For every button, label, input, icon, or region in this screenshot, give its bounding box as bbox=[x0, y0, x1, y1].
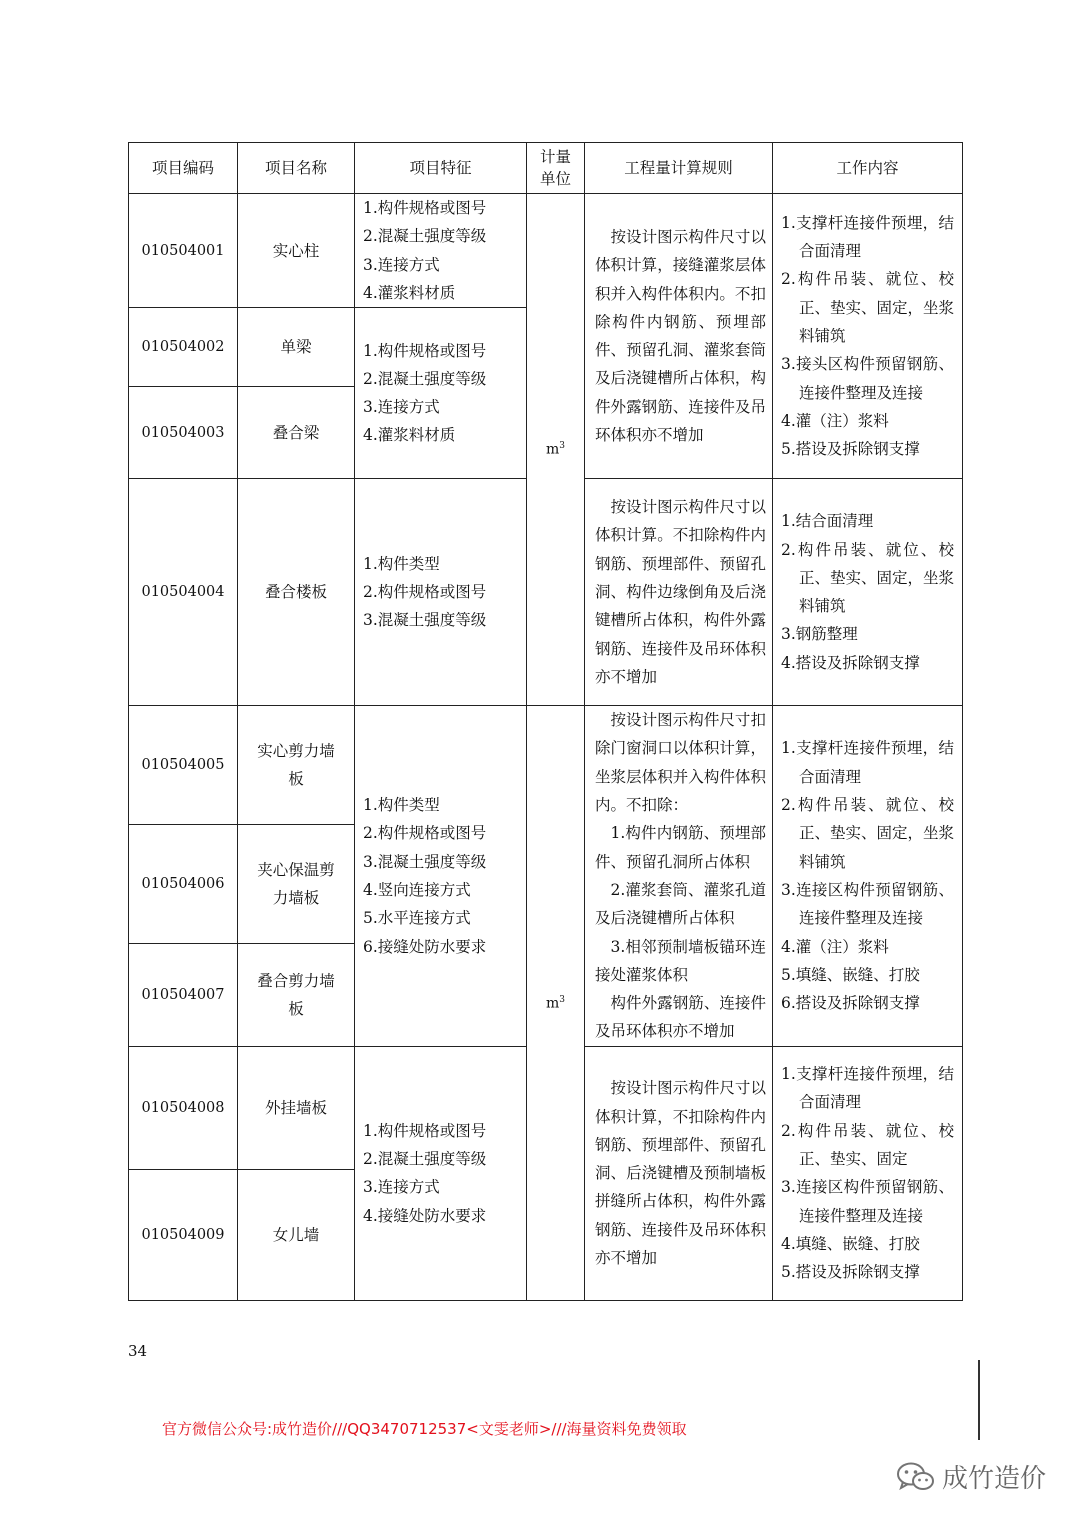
item-name: 叠合剪力墙板 bbox=[238, 944, 355, 1047]
list-item: 2.混凝土强度等级 bbox=[363, 227, 487, 246]
unit-exp: 3 bbox=[559, 994, 565, 1005]
item-code: 010504001 bbox=[129, 194, 238, 308]
list-item: 4.搭设及拆除钢支撑 bbox=[781, 653, 920, 672]
item-name: 单梁 bbox=[238, 308, 355, 387]
rule-text: 2.灌浆套筒、灌浆孔道及后浇键槽所占体积 bbox=[595, 880, 766, 928]
list-item: 1.构件类型 bbox=[363, 554, 440, 573]
list-item: 3.混凝土强度等级 bbox=[363, 611, 487, 630]
table-row bbox=[129, 194, 963, 308]
watermark bbox=[896, 1458, 1046, 1495]
rule-text: 按设计图示构件尺寸以体积计算，接缝灌浆层体积并入构件体积内。不扣除构件内钢筋、预埋部件、预留孔洞、灌浆套筒及后浇键槽所占体积，构件外露钢筋、连接件及吊环体积亦不增加 bbox=[595, 227, 766, 444]
list-item: 1.支撑杆连接件预埋，结合面清理 bbox=[781, 1065, 954, 1112]
list-item: 2.构件规格或图号 bbox=[363, 583, 487, 602]
header-unit-line1: 计量 bbox=[539, 148, 571, 166]
list-item: 1.支撑杆连接件预埋，结合面清理 bbox=[781, 739, 954, 786]
rule-text: 构件外露钢筋、连接件及吊环体积亦不增加 bbox=[595, 994, 766, 1041]
item-name: 女儿墙 bbox=[238, 1169, 355, 1300]
item-name: 叠合梁 bbox=[238, 387, 355, 479]
list-item: 2.构件吊装、就位、校正、垫实、固定 bbox=[781, 1121, 954, 1168]
rule-text: 按设计图示构件尺寸扣除门窗洞口以体积计算，坐浆层体积并入构件体积内。不扣除： bbox=[595, 711, 766, 815]
list-item: 3.接头区构件预留钢筋、连接件整理及连接 bbox=[781, 355, 954, 402]
item-name: 叠合楼板 bbox=[238, 479, 355, 706]
item-code: 010504008 bbox=[129, 1046, 238, 1169]
header-name: 项目名称 bbox=[238, 143, 355, 194]
rule-cell bbox=[585, 1046, 773, 1300]
header-work: 工作内容 bbox=[773, 143, 963, 194]
list-item: 2.混凝土强度等级 bbox=[363, 1149, 487, 1168]
list-item: 3.连接方式 bbox=[363, 398, 440, 417]
unit-cell bbox=[527, 706, 585, 1301]
item-name: 实心剪力墙板 bbox=[238, 706, 355, 825]
item-code: 010504007 bbox=[129, 944, 238, 1047]
features-cell bbox=[355, 706, 527, 1047]
item-name: 实心柱 bbox=[238, 194, 355, 308]
list-item: 6.搭设及拆除钢支撑 bbox=[781, 994, 920, 1013]
margin-rule bbox=[978, 1360, 980, 1440]
list-item: 4.灌（注）浆料 bbox=[781, 411, 889, 430]
list-item: 1.结合面清理 bbox=[781, 512, 874, 531]
list-item: 2.构件吊装、就位、校正、垫实、固定，坐浆料铺筑 bbox=[781, 270, 955, 345]
list-item: 4.填缝、嵌缝、打胶 bbox=[781, 1234, 920, 1253]
list-item: 1.构件规格或图号 bbox=[363, 1121, 487, 1140]
list-item: 3.连接方式 bbox=[363, 255, 440, 274]
features-cell bbox=[355, 194, 527, 308]
unit-base: m bbox=[545, 441, 560, 458]
list-item: 2.混凝土强度等级 bbox=[363, 369, 487, 388]
table-row bbox=[129, 706, 963, 825]
list-item: 5.填缝、嵌缝、打胶 bbox=[781, 965, 920, 984]
list-item: 4.灌浆料材质 bbox=[363, 283, 456, 302]
wechat-icon bbox=[896, 1461, 936, 1493]
list-item: 3.连接方式 bbox=[363, 1178, 440, 1197]
list-item: 3.连接区构件预留钢筋、连接件整理及连接 bbox=[781, 880, 954, 928]
list-item: 1.构件规格或图号 bbox=[363, 199, 487, 217]
list-item: 5.水平连接方式 bbox=[363, 909, 471, 928]
list-item: 5.搭设及拆除钢支撑 bbox=[781, 1263, 920, 1282]
header-rule: 工程量计算规则 bbox=[585, 143, 773, 194]
rule-text: 按设计图示构件尺寸以体积计算，不扣除构件内钢筋、预埋部件、预留孔洞、后浇键槽及预制墙板拼缝所占体积，构件外露钢筋、连接件及吊环体积亦不增加 bbox=[595, 1079, 766, 1267]
list-item: 4.接缝处防水要求 bbox=[363, 1206, 487, 1225]
item-name: 夹心保温剪力墙板 bbox=[238, 825, 355, 944]
list-item: 3.连接区构件预留钢筋、连接件整理及连接 bbox=[781, 1178, 954, 1225]
header-features: 项目特征 bbox=[355, 143, 527, 194]
header-unit bbox=[527, 143, 585, 194]
work-cell bbox=[773, 194, 963, 479]
watermark-text: 成竹造价 bbox=[942, 1464, 1047, 1494]
list-item: 5.搭设及拆除钢支撑 bbox=[781, 440, 920, 459]
work-cell bbox=[773, 1046, 963, 1300]
work-cell bbox=[773, 479, 963, 706]
item-code: 010504003 bbox=[129, 387, 238, 479]
list-item: 1.构件规格或图号 bbox=[363, 341, 487, 360]
list-item: 2.构件吊装、就位、校正、垫实、固定，坐浆料铺筑 bbox=[781, 796, 955, 871]
work-cell bbox=[773, 706, 963, 1047]
list-item: 4.竖向连接方式 bbox=[363, 880, 471, 899]
page-number: 34 bbox=[128, 1342, 148, 1360]
rule-cell bbox=[585, 194, 773, 479]
rule-cell bbox=[585, 706, 773, 1047]
rule-text: 1.构件内钢筋、预埋部件、预留孔洞所占体积 bbox=[595, 824, 766, 871]
item-name: 外挂墙板 bbox=[238, 1046, 355, 1169]
table-header-row bbox=[129, 143, 963, 194]
unit-cell bbox=[527, 194, 585, 706]
list-item: 6.接缝处防水要求 bbox=[363, 937, 487, 956]
list-item: 1.构件类型 bbox=[363, 796, 440, 815]
item-code: 010504005 bbox=[129, 706, 238, 825]
header-code: 项目编码 bbox=[129, 143, 238, 194]
footer-promo: 官方微信公众号:成竹造价///QQ3470712537<文雯老师>///海量资料免费领取 bbox=[162, 1420, 687, 1438]
list-item: 3.钢筋整理 bbox=[781, 625, 858, 644]
unit-exp: 3 bbox=[559, 441, 565, 452]
item-code: 010504004 bbox=[129, 479, 238, 706]
features-cell bbox=[355, 1046, 527, 1300]
item-code: 010504006 bbox=[129, 825, 238, 944]
features-cell bbox=[355, 479, 527, 706]
list-item: 2.构件规格或图号 bbox=[363, 824, 487, 843]
rule-text: 按设计图示构件尺寸以体积计算。不扣除构件内钢筋、预埋部件、预留孔洞、构件边缘倒角及后浇键槽所占体积，构件外露钢筋、连接件及吊环体积亦不增加 bbox=[595, 498, 766, 686]
list-item: 1.支撑杆连接件预埋，结合面清理 bbox=[781, 213, 954, 261]
list-item: 3.混凝土强度等级 bbox=[363, 852, 487, 871]
item-code: 010504002 bbox=[129, 308, 238, 387]
list-item: 2.构件吊装、就位、校正、垫实、固定，坐浆料铺筑 bbox=[781, 540, 955, 616]
item-code: 010504009 bbox=[129, 1169, 238, 1300]
list-item: 4.灌（注）浆料 bbox=[781, 937, 889, 956]
features-cell bbox=[355, 308, 527, 479]
measurement-rules-table bbox=[128, 142, 963, 1301]
rule-text: 3.相邻预制墙板锚环连接处灌浆体积 bbox=[595, 937, 766, 984]
unit-base: m bbox=[545, 995, 560, 1012]
rule-cell bbox=[585, 479, 773, 706]
list-item: 4.灌浆料材质 bbox=[363, 426, 456, 445]
header-unit-line2: 单位 bbox=[539, 170, 571, 188]
